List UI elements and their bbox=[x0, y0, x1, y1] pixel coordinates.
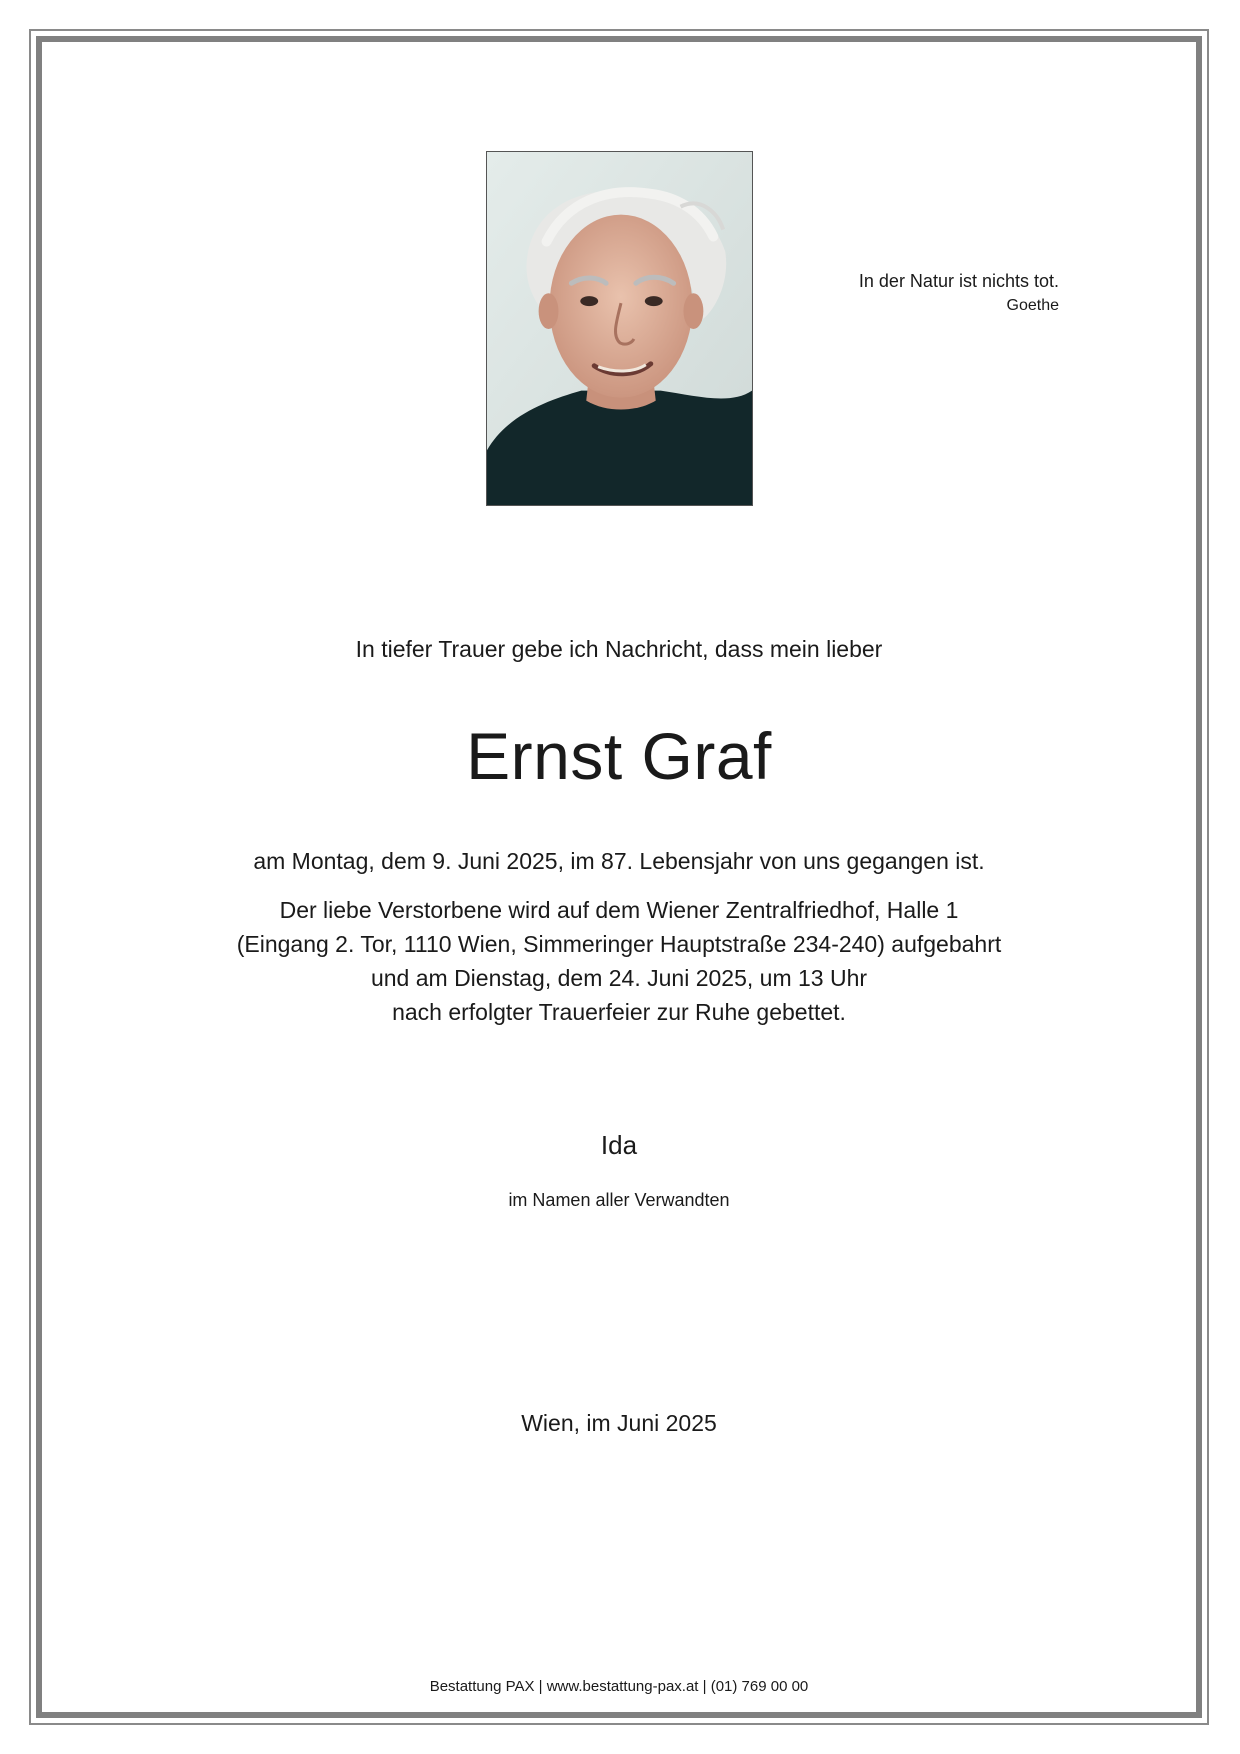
portrait-photo bbox=[486, 151, 753, 506]
deceased-name: Ernst Graf bbox=[466, 719, 772, 793]
quote-block bbox=[859, 272, 1059, 314]
footer-contact: Bestattung PAX | www.bestattung-pax.at | (01) 769 00 00 bbox=[429, 1678, 809, 1695]
portrait-illustration bbox=[487, 152, 752, 505]
funeral-details-line: nach erfolgter Trauerfeier zur Ruhe gebettet. bbox=[392, 999, 846, 1025]
place-date: Wien, im Juni 2025 bbox=[521, 1410, 717, 1436]
death-line: am Montag, dem 9. Juni 2025, im 87. Lebensjahr von uns gegangen ist. bbox=[253, 848, 985, 874]
funeral-details-line: Der liebe Verstorbene wird auf dem Wiener Zentralfriedhof, Halle 1 bbox=[279, 897, 959, 923]
intro-text: In tiefer Trauer gebe ich Nachricht, dass mein lieber bbox=[355, 636, 883, 662]
signer-name: Ida bbox=[600, 1130, 638, 1160]
funeral-details-line: und am Dienstag, dem 24. Juni 2025, um 13 Uhr bbox=[370, 965, 868, 991]
signer-subtitle: im Namen aller Verwandten bbox=[508, 1190, 730, 1210]
funeral-details-line: (Eingang 2. Tor, 1110 Wien, Simmeringer Hauptstraße 234-240) aufgebahrt bbox=[236, 931, 1002, 957]
quote-text: In der Natur ist nichts tot. bbox=[858, 271, 1059, 291]
funeral-details bbox=[36, 893, 1202, 1029]
quote-author: Goethe bbox=[1006, 297, 1059, 314]
